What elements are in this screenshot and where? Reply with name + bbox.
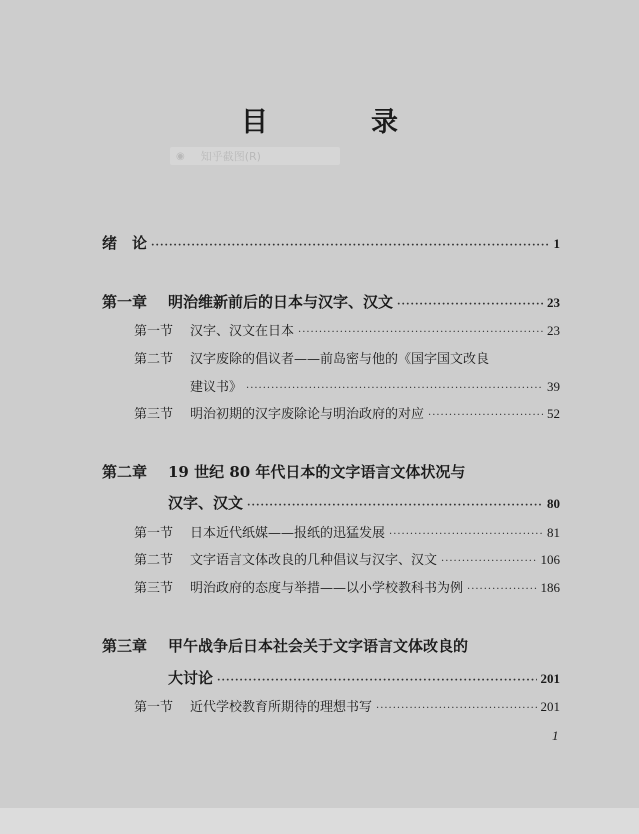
toc-text: 汉字、汉文 <box>168 494 244 512</box>
leader-dots <box>428 410 543 421</box>
toc-page: 186 <box>540 580 560 595</box>
toc-entry-intro <box>102 232 560 253</box>
toc-page: 23 <box>547 295 560 310</box>
toc-entry-section <box>134 549 560 568</box>
toc-text: 明治政府的态度与举措——以小学校教科书为例 <box>190 581 464 596</box>
toc-label: 第二节 <box>134 352 174 367</box>
leader-dots <box>246 383 543 394</box>
toc-text: 甲午战争后日本社会关于文字语言文体改良的 <box>168 637 469 655</box>
toc-text: 建议书》 <box>190 380 243 395</box>
toc-page: 23 <box>547 323 560 338</box>
toc-entry-continuation <box>168 667 560 688</box>
leader-dots <box>298 327 543 338</box>
toc-text: 文字语言文体改良的几种倡议与汉字、汉文 <box>190 553 438 568</box>
toc-text: 汉字、汉文在日本 <box>190 324 295 339</box>
toc-text: 明治维新前后的日本与汉字、汉文 <box>168 293 394 311</box>
toc-page: 106 <box>540 552 560 567</box>
toc-text: 大讨论 <box>168 669 214 687</box>
toc-entry-section <box>134 577 560 596</box>
toc-text: 明治初期的汉字废除论与明治政府的对应 <box>190 407 425 422</box>
leader-dots <box>151 240 549 251</box>
toc-label: 第三章 <box>102 637 148 655</box>
toc-label: 第二节 <box>134 553 174 568</box>
toc-text: 19 世纪 80 年代日本的文字语言文体状况与 <box>168 463 466 481</box>
toc-entry-section <box>134 522 560 541</box>
toc-entry-continuation <box>190 376 560 395</box>
toc-label: 第一节 <box>134 700 174 715</box>
toc-label: 第一节 <box>134 526 174 541</box>
toc-label: 第二章 <box>102 463 148 481</box>
toc-text: 汉字废除的倡议者——前岛密与他的《国字国文改良 <box>190 352 490 367</box>
page-title: 目 录 <box>241 107 436 138</box>
toc-entry-continuation <box>168 492 560 513</box>
watermark <box>170 147 340 165</box>
toc-entry-chapter <box>102 635 560 656</box>
toc-entry-section <box>134 403 560 422</box>
toc-entry-chapter <box>102 291 560 312</box>
leader-dots <box>389 529 543 540</box>
toc-label: 第三节 <box>134 581 174 596</box>
page-number: 1 <box>552 728 559 743</box>
viewer-bottom-bar <box>0 808 639 834</box>
toc-entry-section <box>134 320 560 339</box>
toc-entry-section <box>134 348 560 367</box>
toc-entry-chapter <box>102 461 560 482</box>
toc-page: 201 <box>540 699 560 714</box>
toc-label: 绪 论 <box>102 234 148 252</box>
watermark-text: 知乎截图(R) <box>200 150 261 163</box>
toc-page: 80 <box>547 496 560 511</box>
camera-icon: ◉ <box>176 150 185 162</box>
toc-page: 81 <box>547 525 560 540</box>
toc-label: 第三节 <box>134 407 174 422</box>
leader-dots <box>376 703 536 714</box>
toc-text: 日本近代纸媒——报纸的迅猛发展 <box>190 526 386 541</box>
toc-page: 1 <box>553 236 560 251</box>
toc-page: 39 <box>547 379 560 394</box>
leader-dots <box>397 299 543 310</box>
leader-dots <box>247 500 543 511</box>
leader-dots <box>217 675 536 686</box>
leader-dots <box>467 584 536 595</box>
toc-page: 201 <box>540 671 560 686</box>
toc-page: 52 <box>547 406 560 421</box>
toc-label: 第一节 <box>134 324 174 339</box>
leader-dots <box>441 556 536 567</box>
toc-label: 第一章 <box>102 293 148 311</box>
toc-text: 近代学校教育所期待的理想书写 <box>190 700 373 715</box>
toc-entry-section <box>134 696 560 715</box>
